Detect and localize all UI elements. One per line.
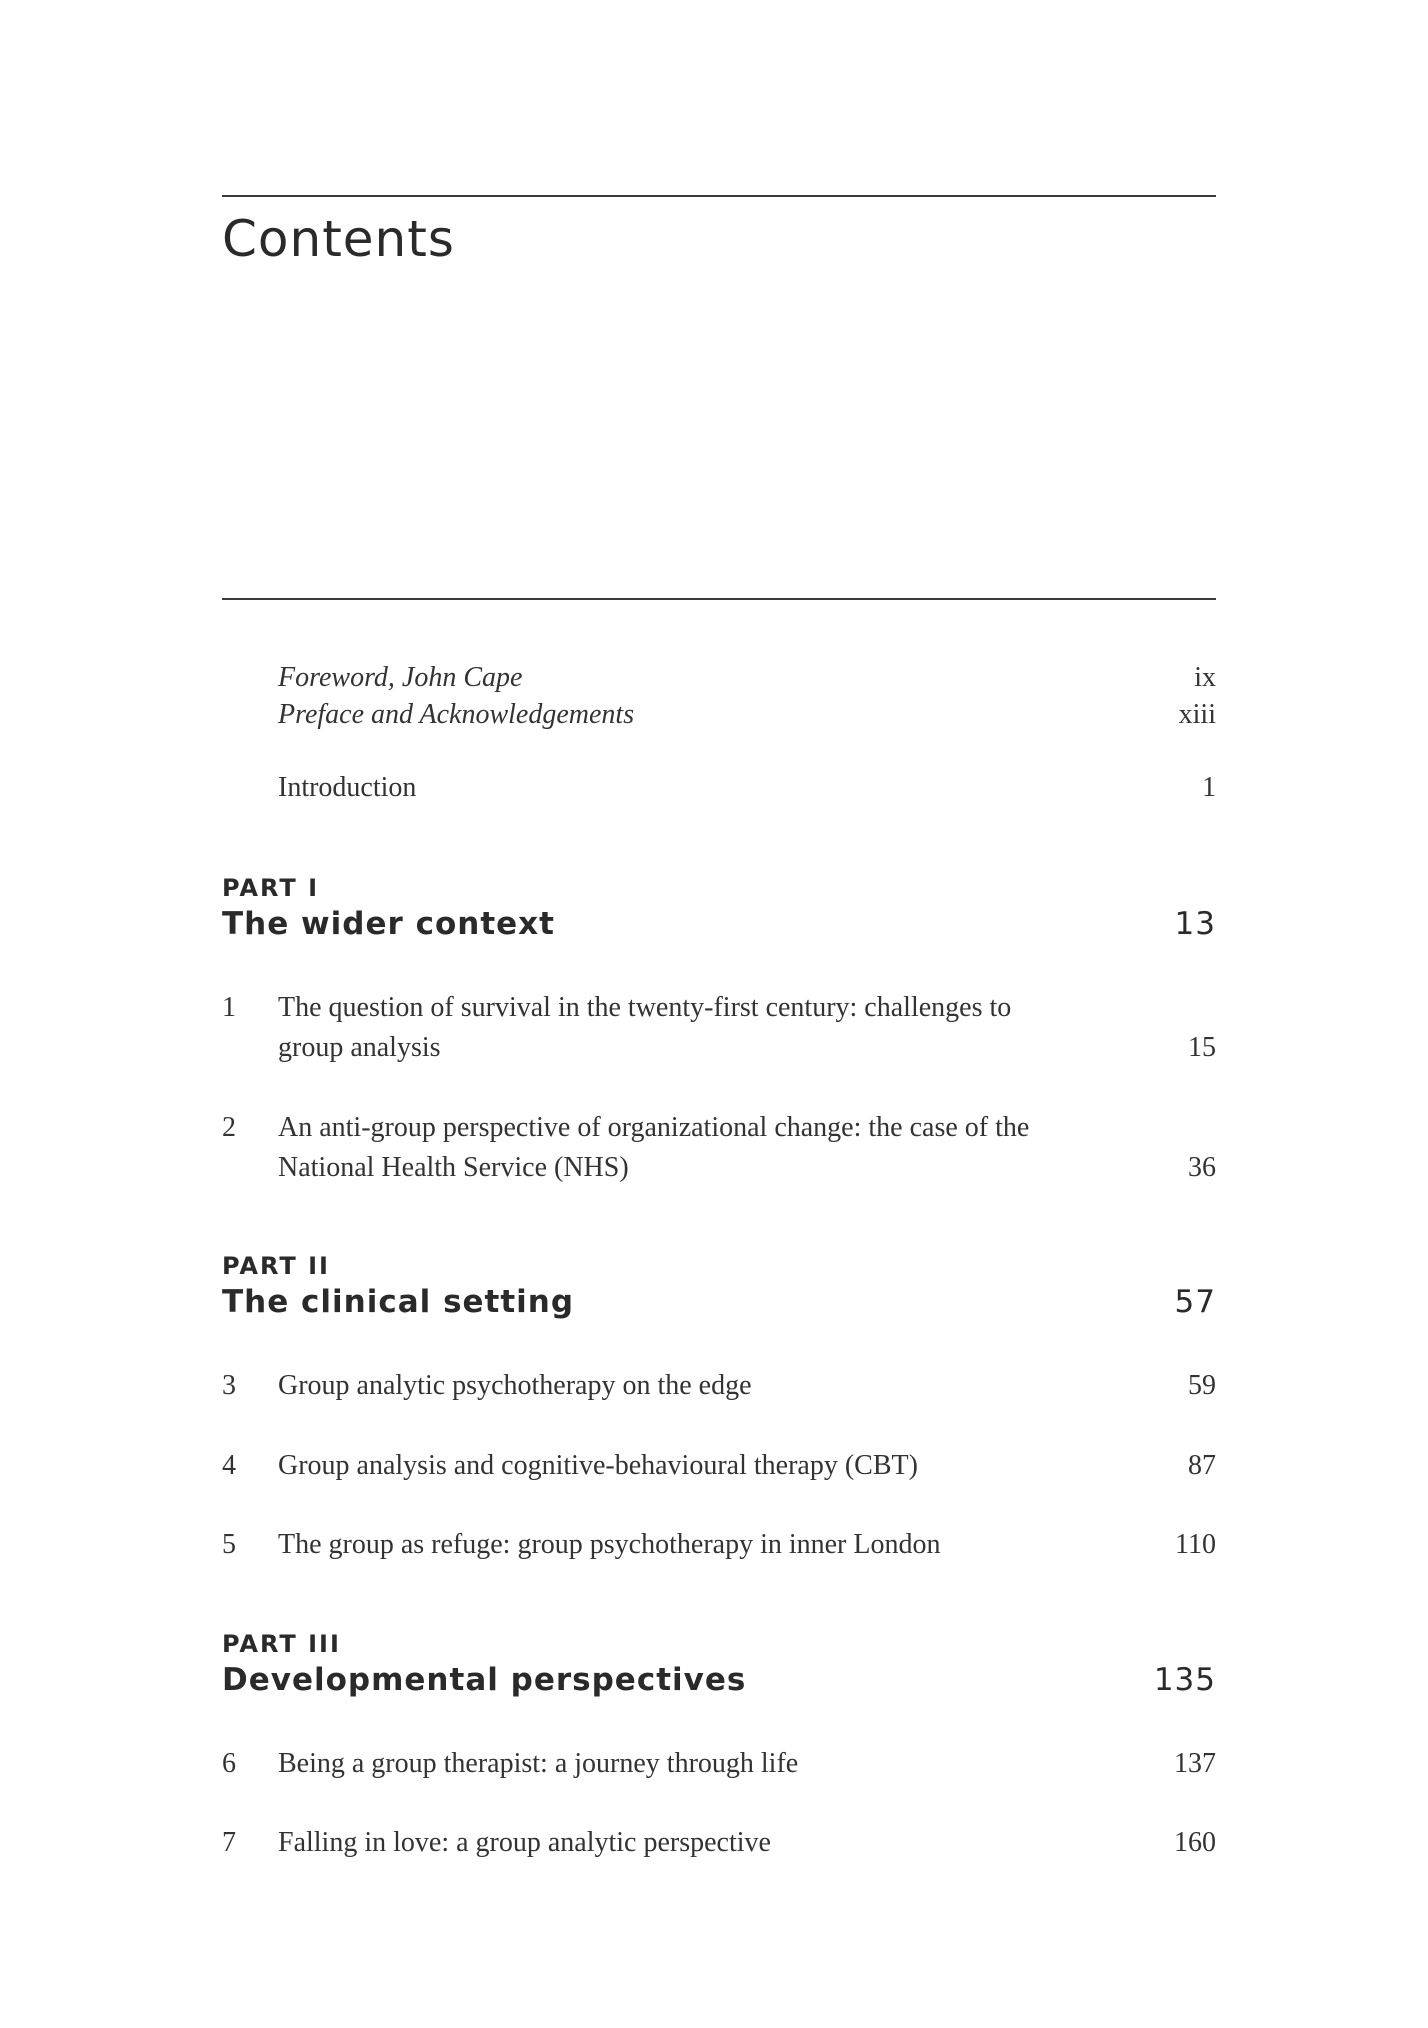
chapter-number: 7 [222,1827,236,1858]
entry-title: An anti-group perspective of organizational change: the case of the National Health Service (NHS) [278,1112,1030,1183]
entry-page: ix [1194,662,1216,693]
chapter-number: 5 [222,1529,236,1560]
entry-page: 160 [1174,1827,1216,1858]
entry-title: Group analysis and cognitive-behavioural therapy (CBT) [278,1450,918,1481]
part-title-text: Developmental perspectives [222,1662,747,1698]
entry-title: Being a group therapist: a journey through life [278,1748,799,1779]
entry-title: Falling in love: a group analytic perspective [278,1827,771,1858]
part-title[interactable] [222,906,1216,942]
section-rule [222,598,1216,600]
toc-entry-chapter[interactable] [222,1823,1216,1863]
part-label: PART I [222,874,320,902]
toc-entry-preface[interactable] [222,695,1216,735]
top-rule [222,195,1216,197]
toc-entry-chapter[interactable] [222,1366,1216,1406]
toc-entry-chapter[interactable] [222,1446,1216,1486]
entry-page: 1 [1202,772,1216,803]
chapter-number: 3 [222,1370,236,1401]
toc-entry-chapter[interactable] [222,1108,1216,1188]
part-title-text: The wider context [222,906,555,942]
entry-page: 59 [1188,1370,1216,1401]
toc-entry-chapter[interactable] [222,1525,1216,1565]
chapter-number: 1 [222,992,236,1023]
chapter-number: 6 [222,1748,236,1779]
entry-title: Preface and Acknowledgements [278,699,635,730]
toc-entry-introduction[interactable] [222,768,1216,808]
part-page: 13 [1174,906,1216,942]
entry-page: 87 [1188,1450,1216,1481]
part-page: 57 [1174,1284,1216,1320]
entry-title: The question of survival in the twenty-first century: challenges to group analysis [278,992,1012,1063]
part-page: 135 [1153,1662,1216,1698]
page-title: Contents [222,210,455,268]
chapter-number: 4 [222,1450,236,1481]
toc-entry-foreword[interactable] [222,658,1216,698]
part-title-text: The clinical setting [222,1284,575,1320]
entry-title: Foreword, John Cape [278,662,523,693]
toc-entry-chapter[interactable] [222,1744,1216,1784]
entry-page: 110 [1175,1529,1216,1560]
entry-page: xiii [1178,699,1216,730]
entry-page: 15 [1188,1032,1216,1063]
entry-title: Group analytic psychotherapy on the edge [278,1370,752,1401]
entry-title: The group as refuge: group psychotherapy in inner London [278,1529,941,1560]
entry-title: Introduction [278,772,417,803]
part-label: PART III [222,1630,341,1658]
part-label: PART II [222,1252,330,1280]
part-title[interactable] [222,1284,1216,1320]
toc-entry-chapter[interactable] [222,988,1216,1068]
entry-page: 36 [1188,1152,1216,1183]
entry-page: 137 [1174,1748,1216,1779]
chapter-number: 2 [222,1112,236,1143]
part-title[interactable] [222,1662,1216,1698]
